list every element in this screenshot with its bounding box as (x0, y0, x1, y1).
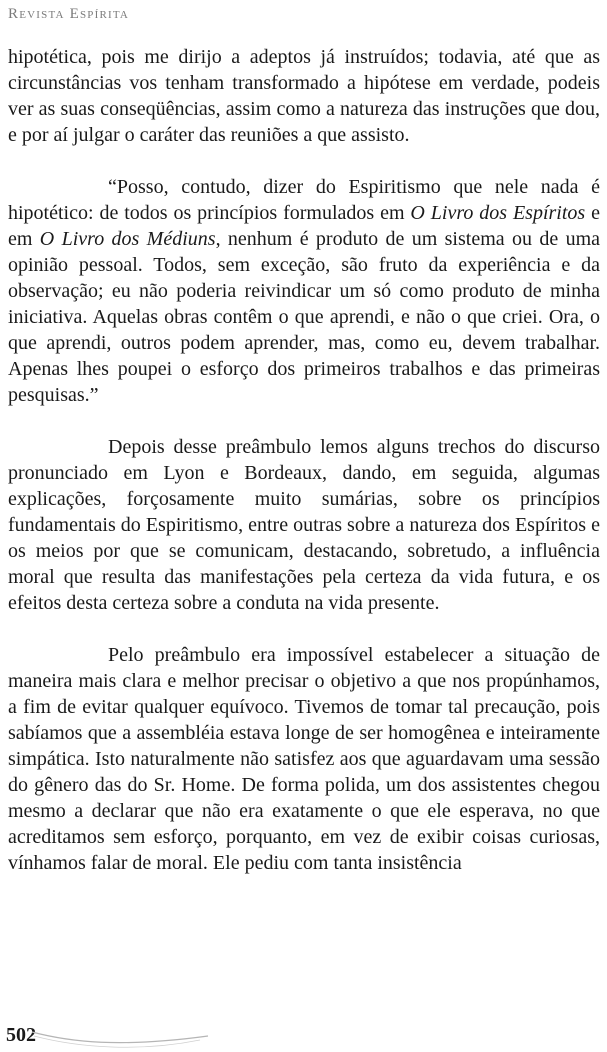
paragraph-3: Depois desse preâmbulo lemos alguns trechos do discurso pronunciado em Lyon e Bordeaux, dando, em seguida, algumas explicações, forçosamente muito sumárias, sobre os princípios fundamentais do Espiritismo, entre outras sobre a natureza dos Espíritos e os meios por que se comunicam, destacando, sobretudo, a influência moral que resulta das manifestações pela certeza da vida futura, e os efeitos desta certeza sobre a conduta na vida presente. (8, 436, 600, 614)
running-head: Revista Espírita (8, 6, 130, 22)
book-title-livro-dos-mediuns: O Livro dos Médiuns (39, 228, 216, 250)
paragraph-1: hipotética, pois me dirijo a adeptos já instruídos; todavia, até que as circunstâncias vos tenham transformado a hipótese em verdade, podeis ver as suas conseqüências, assim como a natureza das instruções que dou, e por aí julgar o caráter das reuniões a que assisto. (8, 46, 600, 146)
paragraph-2 (8, 174, 600, 408)
paragraph-2-text-a: “Posso, contudo, dizer do Espiritismo que nele nada é hipotético: de todos os princípios formulados em (8, 176, 600, 224)
paragraph-2-text-b: e em (8, 202, 601, 250)
paragraph-2-text-c: , nenhum é produto de um sistema ou de uma opinião pessoal. Todos, sem exceção, são fruto da experiência e da observação; eu não poderia reivindicar um só como produto de minha iniciativa. Aquelas obras contêm o que aprendi, e não o que criei. Ora, o que aprendi, outros podem aprender, mas, como eu, devem trabalhar. Apenas lhes poupei o esforço dos primeiros trabalhos e das primeiras pesquisas.” (8, 228, 601, 406)
decorative-swoosh-icon (30, 1026, 210, 1052)
book-title-livro-dos-espiritos: O Livro dos Espíritos (410, 202, 586, 224)
paragraph-4: Pelo preâmbulo era impossível estabelecer a situação de maneira mais clara e melhor precisar o objetivo a que nos propúnhamos, a fim de evitar qualquer equívoco. Tivemos de tomar tal precaução, pois sabíamos que a assembléia estava longe de ser homogênea e inteiramente simpática. Isto naturalmente não satisfez aos que aguardavam uma sessão do gênero das do Sr. Home. De forma polida, um dos assistentes chegou mesmo a declarar que não era exatamente o que ele esperava, no que acreditamos sem esforço, porquanto, em vez de exibir coisas curiosas, vínhamos falar de moral. Ele pediu com tanta insistência (8, 644, 600, 874)
page-number: 502 (6, 1024, 36, 1046)
body-text (8, 44, 600, 876)
